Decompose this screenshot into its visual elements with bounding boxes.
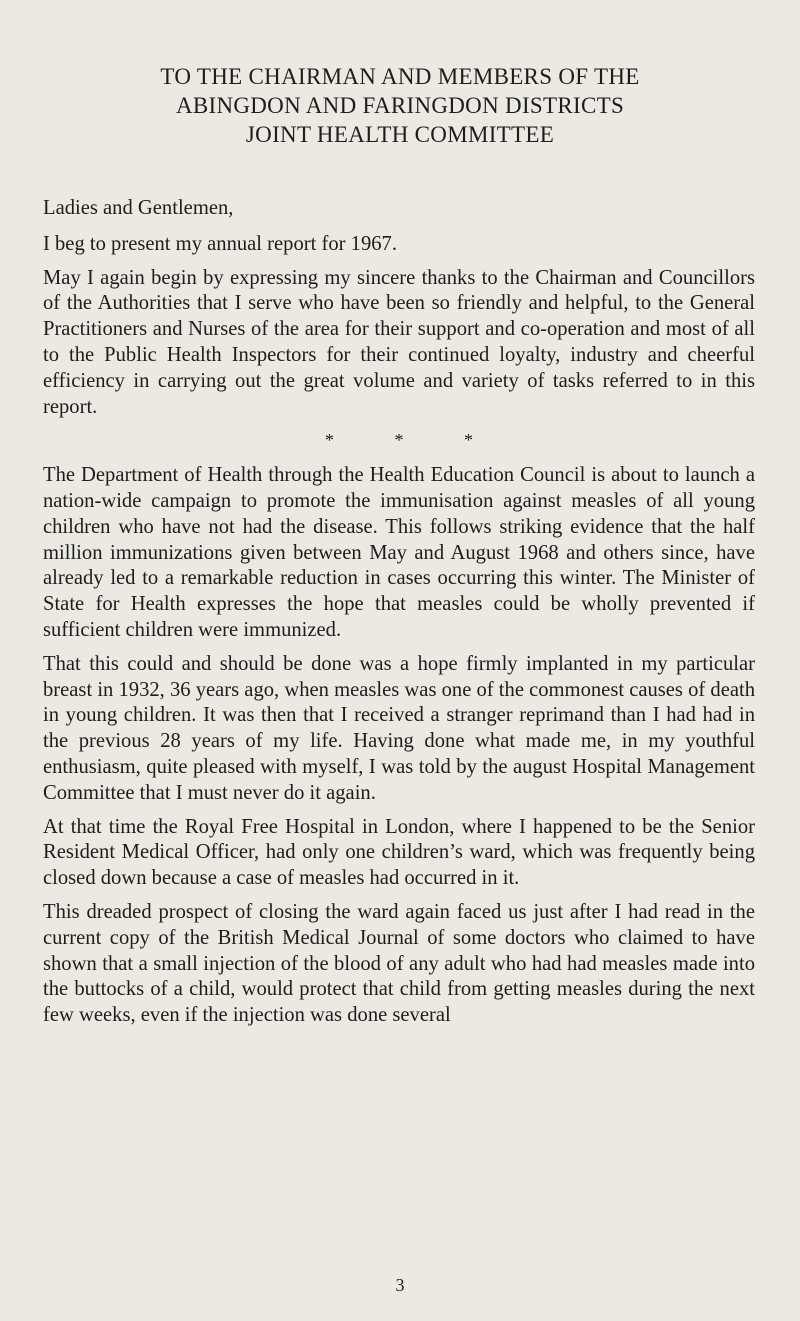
page-number: 3 xyxy=(395,1275,405,1295)
salutation: Ladies and Gentlemen, xyxy=(43,197,234,219)
section-separator: * * * xyxy=(325,430,501,451)
paragraph-closing-ward: This dreaded prospect of closing the ward again faced us just after I had read in the current copy of the British Medical Journal of some doctors who claimed to have shown that a small injection of the blood of any adult who had had measles made into the buttocks of a child, would protect that child from getting measles during the next few weeks, even if the injection was done several xyxy=(43,900,755,1027)
paragraph-thanks: May I again begin by expressing my sincere thanks to the Chairman and Councillors of the Authorities that I serve who have been so friendly and helpful, to the General Practitioners and Nurses of the area for their support and co-operation and most of all to the Public Health Inspectors for their continued loyalty, industry and cheerful efficiency in carrying out the great volume and variety of tasks referred to in this report. xyxy=(43,266,755,418)
heading-line-3: JOINT HEALTH COMMITTEE xyxy=(245,122,555,147)
paragraph-measles-campaign: The Department of Health through the Health Education Council is about to launch a nation-wide campaign to promote the immunisation against measles of all young children who have not had the disease. This follows striking evidence that the half million immunizations given between May and August 1968 and others since, have already led to a remarkable reduction in cases occurring this winter. The Minister of State for Health expresses the hope that measles could be wholly prevented if sufficient children were immunized. xyxy=(43,464,755,641)
heading-line-1: TO THE CHAIRMAN AND MEMBERS OF THE xyxy=(160,64,640,89)
paragraph-royal-free-hospital: At that time the Royal Free Hospital in London, where I happened to be the Senior Resident Medical Officer, had only one children’s ward, which was frequently being closed down because a case of measles had occurred in it. xyxy=(43,815,755,890)
paragraph-1932-hope: That this could and should be done was a hope firmly implanted in my particular breast in 1932, 36 years ago, when measles was one of the commonest causes of death in young children. It was then that I received a stranger reprimand than I had had in the previous 28 years of my life. Having done what made me, in my youthful enthusiasm, quite pleased with myself, I was told by the august Hospital Management Committee that I must never do it again. xyxy=(43,652,755,804)
report-heading xyxy=(40,62,760,149)
paragraph-annual-report: I beg to present my annual report for 1967. xyxy=(43,232,397,255)
report-body xyxy=(43,196,755,1037)
heading-line-2: ABINGDON AND FARINGDON DISTRICTS xyxy=(175,93,625,118)
